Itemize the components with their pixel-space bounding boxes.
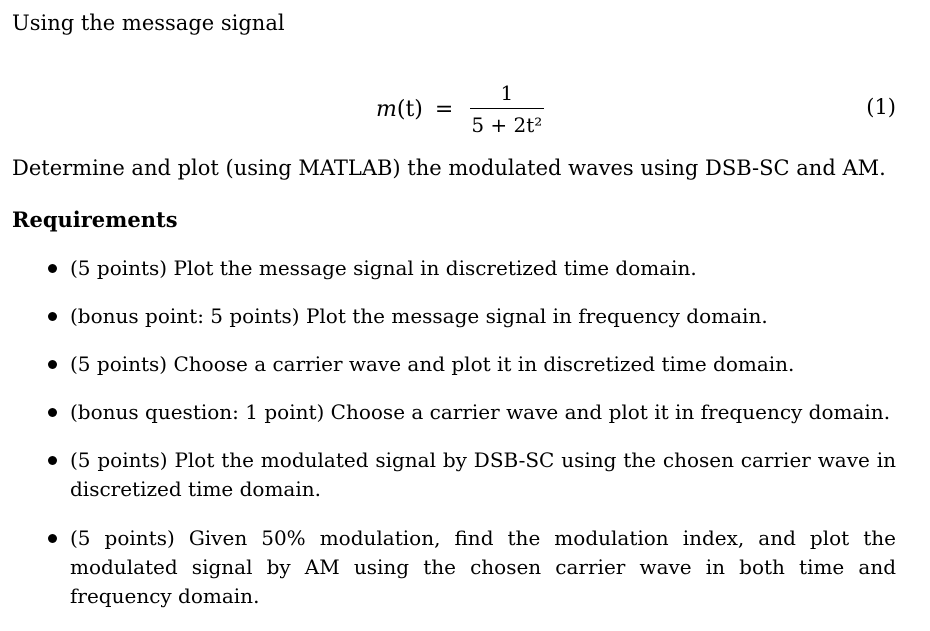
requirement-item: [0, 302, 930, 331]
message-signal-equation: [376, 78, 548, 140]
equation-fraction: [465, 81, 548, 137]
requirement-text: (5 points) Plot the message signal in discretized time domain.: [70, 256, 697, 280]
requirement-text: (bonus point: 5 points) Plot the message signal in frequency domain.: [70, 304, 768, 328]
bullet-icon: [48, 408, 57, 417]
equation-equals-sign: =: [434, 96, 454, 122]
intro-text: Using the message signal: [12, 11, 285, 35]
equation-lhs-variable: m: [376, 96, 397, 122]
bullet-icon: [48, 264, 57, 273]
requirement-item: [0, 254, 930, 283]
requirement-text: (bonus question: 1 point) Choose a carrier wave and plot it in frequency domain.: [70, 400, 891, 424]
requirements-heading: Requirements: [12, 207, 178, 232]
bullet-icon: [48, 360, 57, 369]
requirement-item: [0, 446, 930, 504]
equation-lhs: [376, 97, 423, 122]
equation-block: [0, 78, 930, 140]
bullet-icon: [48, 534, 57, 543]
equation-lhs-argument: (t): [396, 96, 423, 122]
equation-number: (1): [866, 95, 896, 119]
requirement-text: (5 points) Given 50% modulation, find the modulation index, and plot the modulated signal by AM using the chosen carrier wave in both time and frequency domain.: [70, 526, 896, 608]
fraction-denominator: 5 + 2t²: [471, 113, 543, 137]
requirement-text: (5 points) Plot the modulated signal by DSB-SC using the chosen carrier wave in discretized time domain.: [70, 448, 896, 501]
requirements-list: [0, 254, 930, 631]
requirement-item: [0, 350, 930, 379]
requirement-text: (5 points) Choose a carrier wave and plot it in discretized time domain.: [70, 352, 795, 376]
bullet-icon: [48, 312, 57, 321]
bullet-icon: [48, 456, 57, 465]
requirement-item: [0, 398, 930, 427]
requirement-item: [0, 524, 930, 611]
fraction-numerator: 1: [500, 81, 514, 105]
task-statement: Determine and plot (using MATLAB) the modulated waves using DSB-SC and AM.: [12, 156, 886, 180]
